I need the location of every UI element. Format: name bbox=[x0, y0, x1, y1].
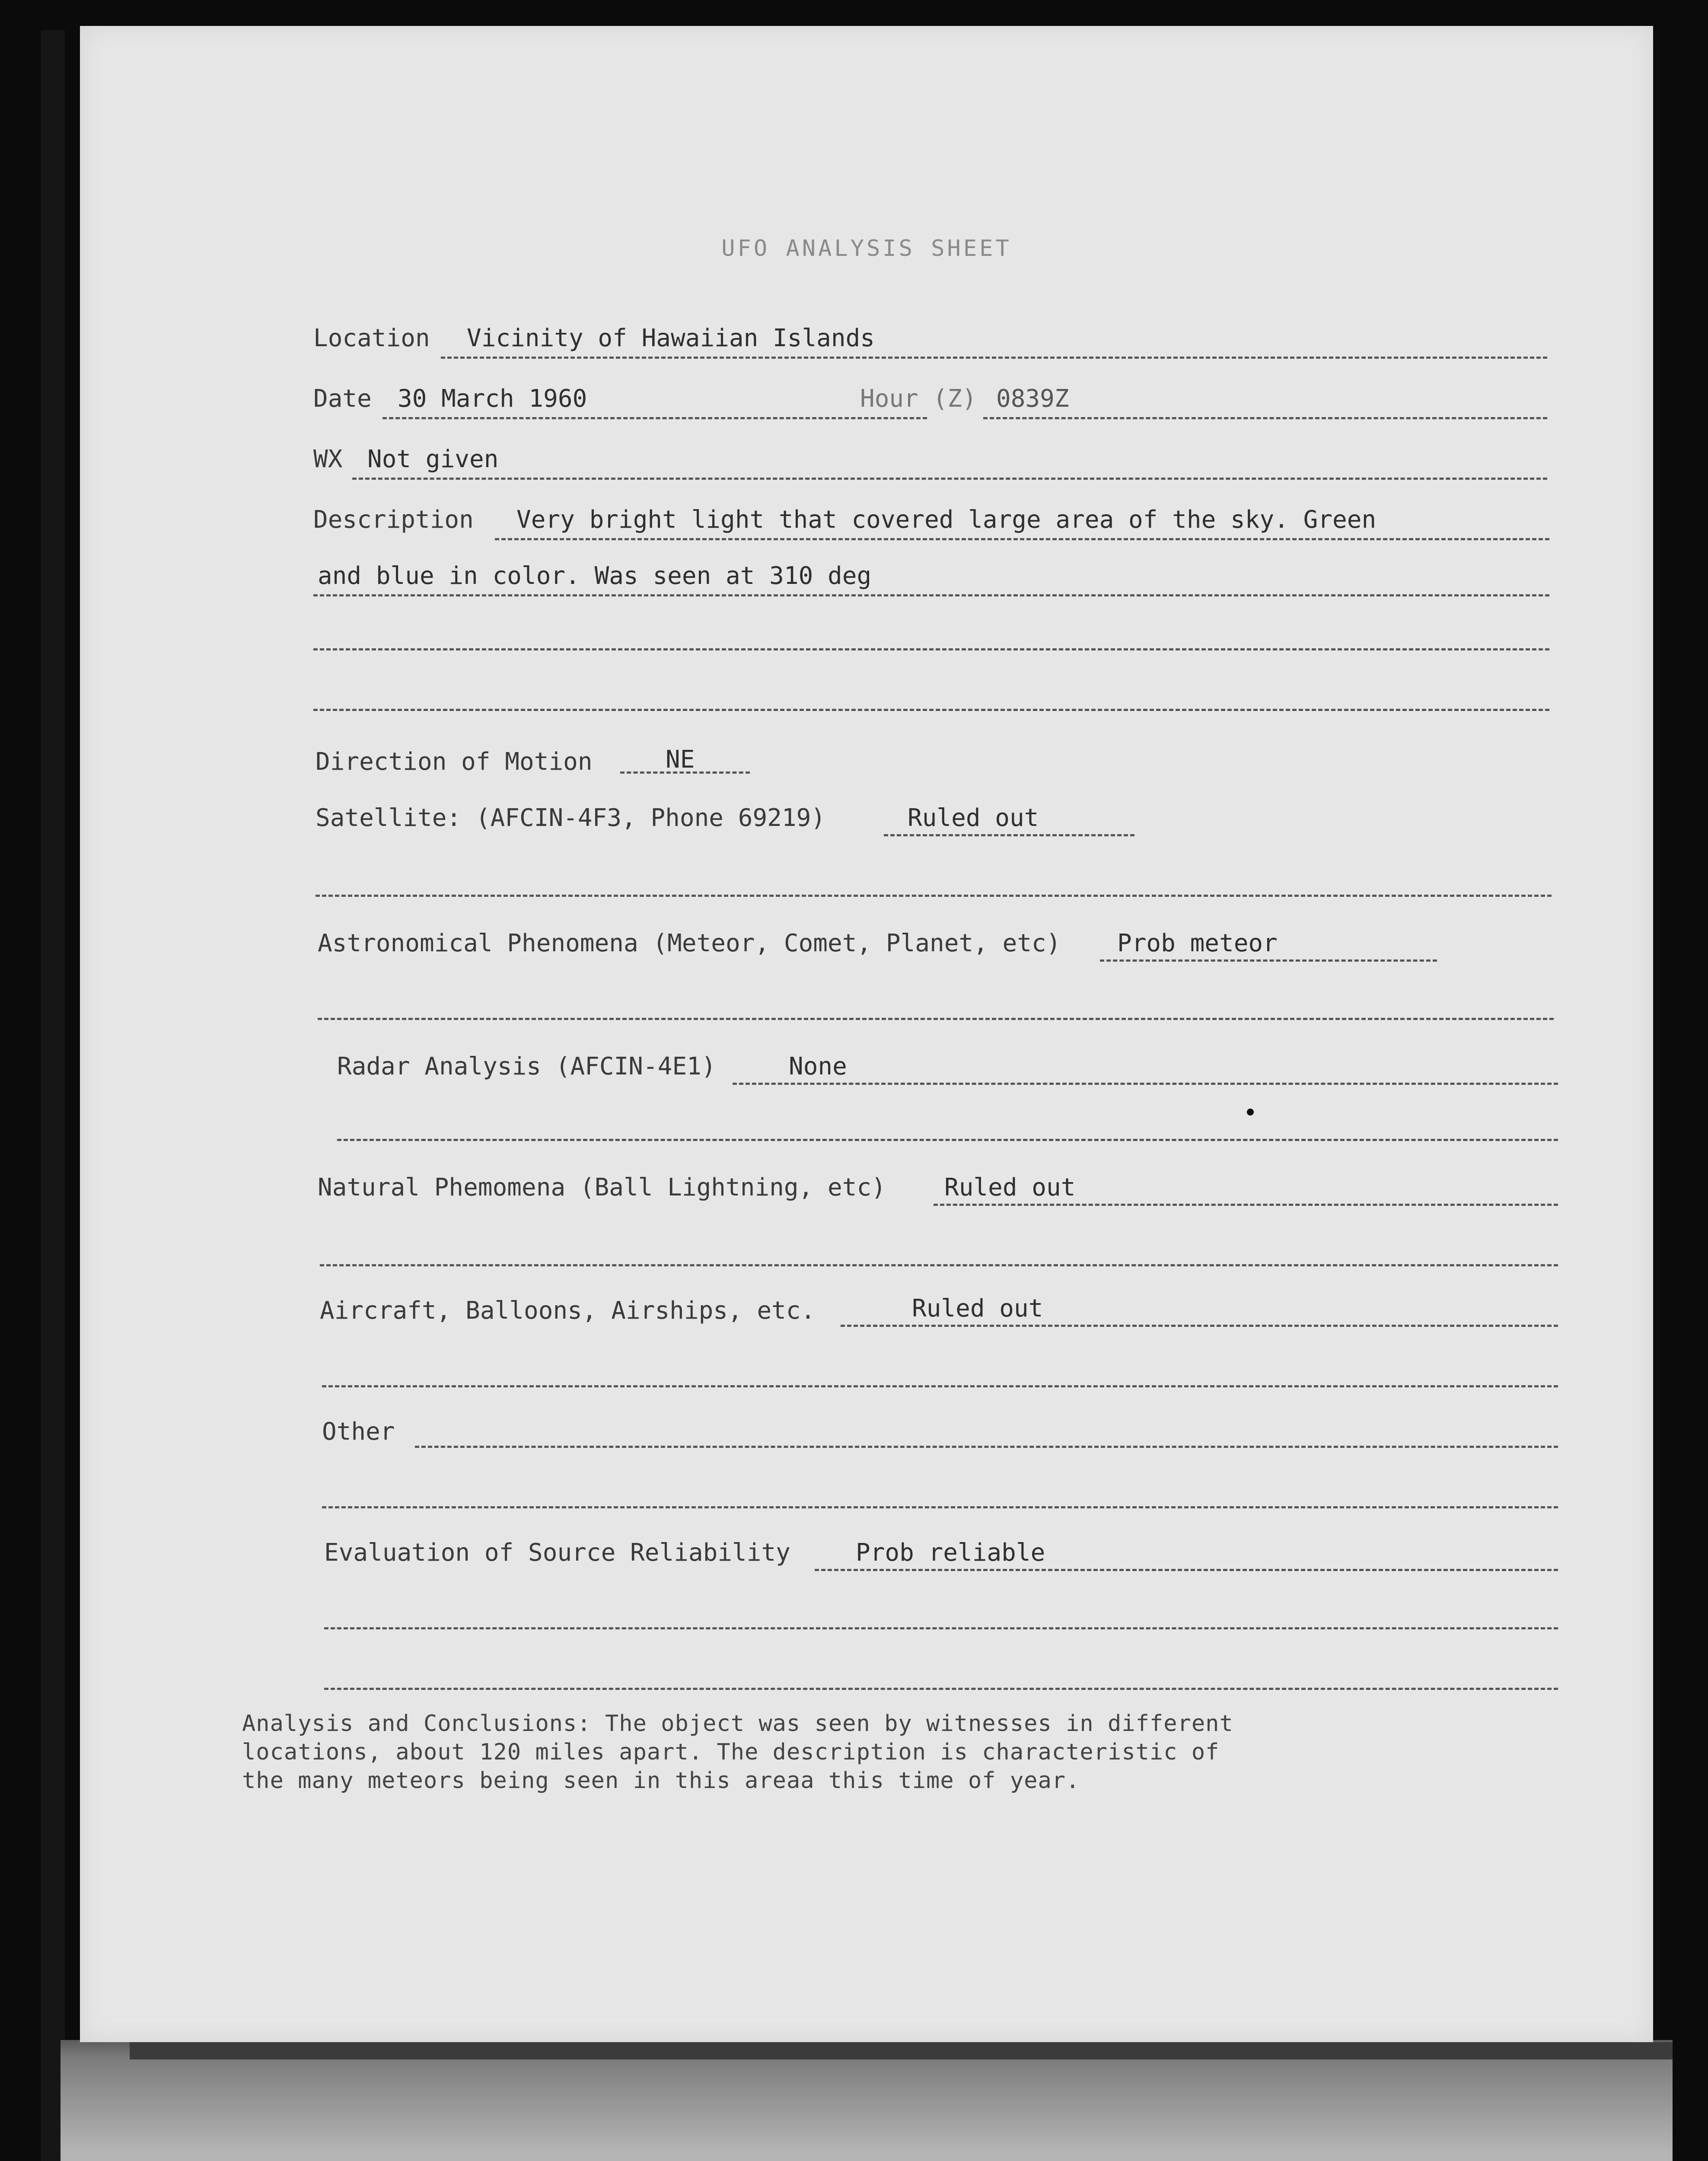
satellite-rule-1 bbox=[884, 834, 1134, 836]
hour-rule bbox=[983, 417, 1547, 419]
wx-value: Not given bbox=[367, 445, 499, 473]
description-rule-1 bbox=[495, 538, 1549, 540]
description-rule-2 bbox=[313, 594, 1549, 596]
film-speck bbox=[1247, 1109, 1254, 1116]
direction-label: Direction of Motion bbox=[315, 748, 593, 776]
astronomical-label: Astronomical Phenomena (Meteor, Comet, Planet, etc) bbox=[318, 929, 1061, 957]
location-label: Location bbox=[313, 324, 430, 352]
astronomical-rule-2 bbox=[318, 1018, 1554, 1020]
description-label: Description bbox=[313, 506, 474, 534]
reliability-rule-3 bbox=[324, 1688, 1558, 1690]
aircraft-rule-2 bbox=[322, 1385, 1558, 1387]
radar-rule-2 bbox=[337, 1139, 1558, 1141]
hour-label: Hour (Z) bbox=[860, 385, 977, 413]
aircraft-rule-1 bbox=[841, 1325, 1558, 1327]
aircraft-value: Ruled out bbox=[912, 1294, 1043, 1323]
analysis-and-conclusions bbox=[242, 1709, 1495, 1795]
analysis-line-2: locations, about 120 miles apart. The description is characteristic of bbox=[242, 1739, 1220, 1765]
direction-rule bbox=[620, 771, 750, 774]
wx-label: WX bbox=[313, 445, 343, 473]
natural-label: Natural Phemomena (Ball Lightning, etc) bbox=[318, 1173, 886, 1202]
description-rule-4 bbox=[313, 709, 1549, 711]
reliability-rule-1 bbox=[815, 1569, 1558, 1571]
natural-value: Ruled out bbox=[944, 1173, 1076, 1202]
film-edge bbox=[41, 30, 65, 2161]
other-rule-1 bbox=[415, 1446, 1558, 1448]
hour-value: 0839Z bbox=[996, 385, 1069, 413]
satellite-label: Satellite: (AFCIN-4F3, Phone 69219) bbox=[315, 804, 826, 832]
analysis-line-1: Analysis and Conclusions: The object was seen by witnesses in different bbox=[242, 1711, 1233, 1737]
date-value: 30 March 1960 bbox=[398, 385, 587, 413]
date-label: Date bbox=[313, 385, 372, 413]
natural-rule-1 bbox=[934, 1204, 1558, 1206]
description-line-2: and blue in color. Was seen at 310 deg bbox=[318, 562, 872, 590]
reliability-label: Evaluation of Source Reliability bbox=[324, 1539, 790, 1567]
description-line-1: Very bright light that covered large area of the sky. Green bbox=[516, 506, 1377, 534]
sheet-title: UFO ANALYSIS SHEET bbox=[721, 236, 1012, 261]
radar-value: None bbox=[789, 1052, 847, 1080]
reliability-rule-2 bbox=[324, 1627, 1558, 1629]
astronomical-rule-1 bbox=[1100, 959, 1437, 962]
other-label: Other bbox=[322, 1418, 395, 1446]
location-rule bbox=[441, 357, 1547, 359]
wx-rule bbox=[352, 478, 1547, 480]
reliability-value: Prob reliable bbox=[856, 1539, 1045, 1567]
aircraft-label: Aircraft, Balloons, Airships, etc. bbox=[320, 1297, 816, 1325]
date-rule bbox=[382, 417, 927, 419]
satellite-value: Ruled out bbox=[908, 804, 1039, 832]
radar-label: Radar Analysis (AFCIN-4E1) bbox=[337, 1052, 716, 1080]
satellite-rule-2 bbox=[315, 895, 1552, 897]
astronomical-value: Prob meteor bbox=[1117, 929, 1278, 957]
analysis-line-3: the many meteors being seen in this areaa this time of year. bbox=[242, 1768, 1080, 1794]
sheet-shadow bbox=[130, 2042, 1673, 2059]
other-rule-2 bbox=[322, 1506, 1558, 1508]
location-value: Vicinity of Hawaiian Islands bbox=[467, 324, 875, 352]
natural-rule-2 bbox=[320, 1264, 1558, 1266]
description-rule-3 bbox=[313, 648, 1549, 650]
direction-value: NE bbox=[666, 746, 695, 774]
radar-rule-1 bbox=[733, 1083, 1558, 1085]
